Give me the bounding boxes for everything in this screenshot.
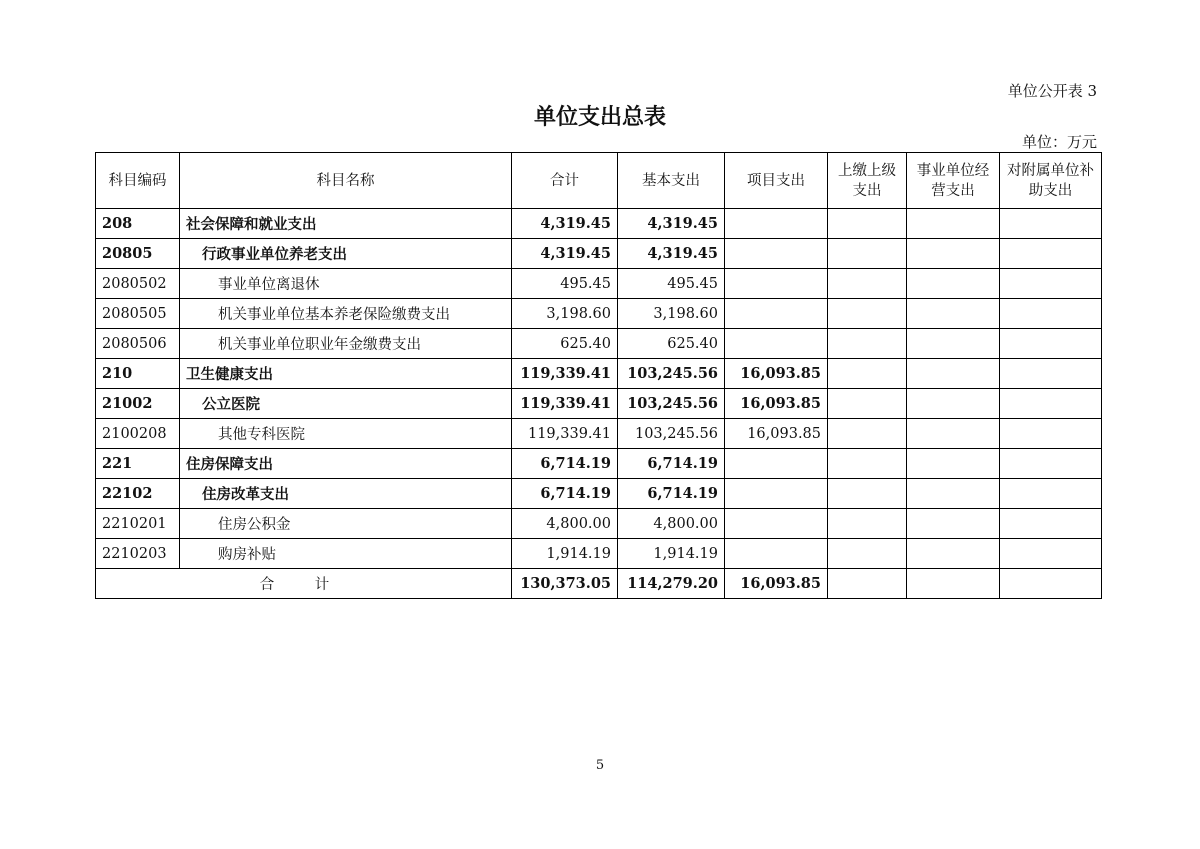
table-row	[96, 359, 1102, 389]
cell-project	[725, 479, 828, 509]
cell-code: 2210203	[96, 539, 180, 569]
cell-basic: 4,319.45	[618, 239, 725, 269]
cell-subsidiary	[1000, 269, 1102, 299]
cell-code: 20805	[96, 239, 180, 269]
table-row	[96, 329, 1102, 359]
cell-business	[907, 539, 1000, 569]
table-row	[96, 419, 1102, 449]
cell-upper	[828, 239, 907, 269]
cell-business	[907, 389, 1000, 419]
cell-name: 购房补贴	[180, 539, 512, 569]
cell-name: 机关事业单位职业年金缴费支出	[180, 329, 512, 359]
cell-subsidiary	[1000, 209, 1102, 239]
form-number: 单位公开表 3	[1007, 82, 1097, 100]
cell-subsidiary	[1000, 539, 1102, 569]
cell-total: 3,198.60	[512, 299, 618, 329]
cell-upper	[828, 449, 907, 479]
header-basic: 基本支出	[618, 153, 725, 209]
total-label: 合 计	[96, 569, 512, 599]
table-row	[96, 389, 1102, 419]
table-row	[96, 239, 1102, 269]
cell-subsidiary	[1000, 419, 1102, 449]
cell-business	[907, 239, 1000, 269]
cell-project	[725, 539, 828, 569]
cell-total: 119,339.41	[512, 389, 618, 419]
cell-subsidiary	[1000, 389, 1102, 419]
cell-project	[725, 209, 828, 239]
cell-upper	[828, 509, 907, 539]
total-business	[907, 569, 1000, 599]
cell-name: 社会保障和就业支出	[180, 209, 512, 239]
cell-basic: 103,245.56	[618, 359, 725, 389]
cell-code: 221	[96, 449, 180, 479]
cell-basic: 495.45	[618, 269, 725, 299]
cell-upper	[828, 299, 907, 329]
cell-name: 住房保障支出	[180, 449, 512, 479]
cell-business	[907, 449, 1000, 479]
cell-project	[725, 449, 828, 479]
cell-upper	[828, 209, 907, 239]
cell-project: 16,093.85	[725, 389, 828, 419]
cell-business	[907, 329, 1000, 359]
cell-project	[725, 239, 828, 269]
cell-total: 625.40	[512, 329, 618, 359]
cell-total: 4,319.45	[512, 239, 618, 269]
cell-name: 机关事业单位基本养老保险缴费支出	[180, 299, 512, 329]
cell-basic: 6,714.19	[618, 449, 725, 479]
table-row	[96, 539, 1102, 569]
cell-code: 2210201	[96, 509, 180, 539]
cell-name: 住房公积金	[180, 509, 512, 539]
cell-name: 行政事业单位养老支出	[180, 239, 512, 269]
cell-upper	[828, 359, 907, 389]
table-row	[96, 299, 1102, 329]
cell-total: 6,714.19	[512, 479, 618, 509]
cell-basic: 3,198.60	[618, 299, 725, 329]
cell-total: 6,714.19	[512, 449, 618, 479]
table-header-row	[96, 153, 1102, 209]
cell-subsidiary	[1000, 299, 1102, 329]
cell-upper	[828, 389, 907, 419]
header-total: 合计	[512, 153, 618, 209]
cell-project	[725, 509, 828, 539]
page-title: 单位支出总表	[533, 105, 666, 130]
total-basic: 114,279.20	[618, 569, 725, 599]
cell-name: 公立医院	[180, 389, 512, 419]
unit-label: 单位：万元	[1021, 133, 1097, 151]
cell-business	[907, 359, 1000, 389]
cell-name: 事业单位离退休	[180, 269, 512, 299]
cell-project	[725, 299, 828, 329]
header-name: 科目名称	[180, 153, 512, 209]
header-project: 项目支出	[725, 153, 828, 209]
cell-name: 卫生健康支出	[180, 359, 512, 389]
cell-code: 2080506	[96, 329, 180, 359]
cell-upper	[828, 419, 907, 449]
cell-business	[907, 269, 1000, 299]
cell-project	[725, 329, 828, 359]
cell-code: 21002	[96, 389, 180, 419]
total-sum: 130,373.05	[512, 569, 618, 599]
total-row	[96, 569, 1102, 599]
header-upper: 上缴上级支出	[828, 153, 907, 209]
cell-subsidiary	[1000, 479, 1102, 509]
cell-total: 4,319.45	[512, 209, 618, 239]
cell-subsidiary	[1000, 509, 1102, 539]
total-subsidiary	[1000, 569, 1102, 599]
table-row	[96, 269, 1102, 299]
cell-business	[907, 209, 1000, 239]
cell-business	[907, 299, 1000, 329]
cell-code: 22102	[96, 479, 180, 509]
cell-upper	[828, 269, 907, 299]
cell-upper	[828, 329, 907, 359]
cell-project: 16,093.85	[725, 419, 828, 449]
table-row	[96, 209, 1102, 239]
cell-upper	[828, 479, 907, 509]
cell-total: 119,339.41	[512, 419, 618, 449]
cell-business	[907, 509, 1000, 539]
cell-code: 2080505	[96, 299, 180, 329]
header-code: 科目编码	[96, 153, 180, 209]
cell-subsidiary	[1000, 239, 1102, 269]
cell-business	[907, 479, 1000, 509]
cell-code: 210	[96, 359, 180, 389]
cell-basic: 4,800.00	[618, 509, 725, 539]
cell-project	[725, 269, 828, 299]
table-row	[96, 509, 1102, 539]
cell-total: 119,339.41	[512, 359, 618, 389]
cell-upper	[828, 539, 907, 569]
cell-code: 2100208	[96, 419, 180, 449]
cell-basic: 103,245.56	[618, 389, 725, 419]
total-upper	[828, 569, 907, 599]
cell-total: 4,800.00	[512, 509, 618, 539]
cell-subsidiary	[1000, 329, 1102, 359]
cell-code: 2080502	[96, 269, 180, 299]
total-project: 16,093.85	[725, 569, 828, 599]
cell-basic: 4,319.45	[618, 209, 725, 239]
header-subsidiary: 对附属单位补助支出	[1000, 153, 1102, 209]
table-row	[96, 479, 1102, 509]
cell-total: 495.45	[512, 269, 618, 299]
expenditure-table	[95, 152, 1102, 599]
cell-business	[907, 419, 1000, 449]
cell-name: 住房改革支出	[180, 479, 512, 509]
cell-subsidiary	[1000, 359, 1102, 389]
table-row	[96, 449, 1102, 479]
cell-project: 16,093.85	[725, 359, 828, 389]
cell-basic: 103,245.56	[618, 419, 725, 449]
header-business: 事业单位经营支出	[907, 153, 1000, 209]
cell-basic: 1,914.19	[618, 539, 725, 569]
cell-code: 208	[96, 209, 180, 239]
cell-total: 1,914.19	[512, 539, 618, 569]
cell-basic: 6,714.19	[618, 479, 725, 509]
cell-name: 其他专科医院	[180, 419, 512, 449]
cell-subsidiary	[1000, 449, 1102, 479]
cell-basic: 625.40	[618, 329, 725, 359]
page-number: 5	[595, 758, 605, 773]
